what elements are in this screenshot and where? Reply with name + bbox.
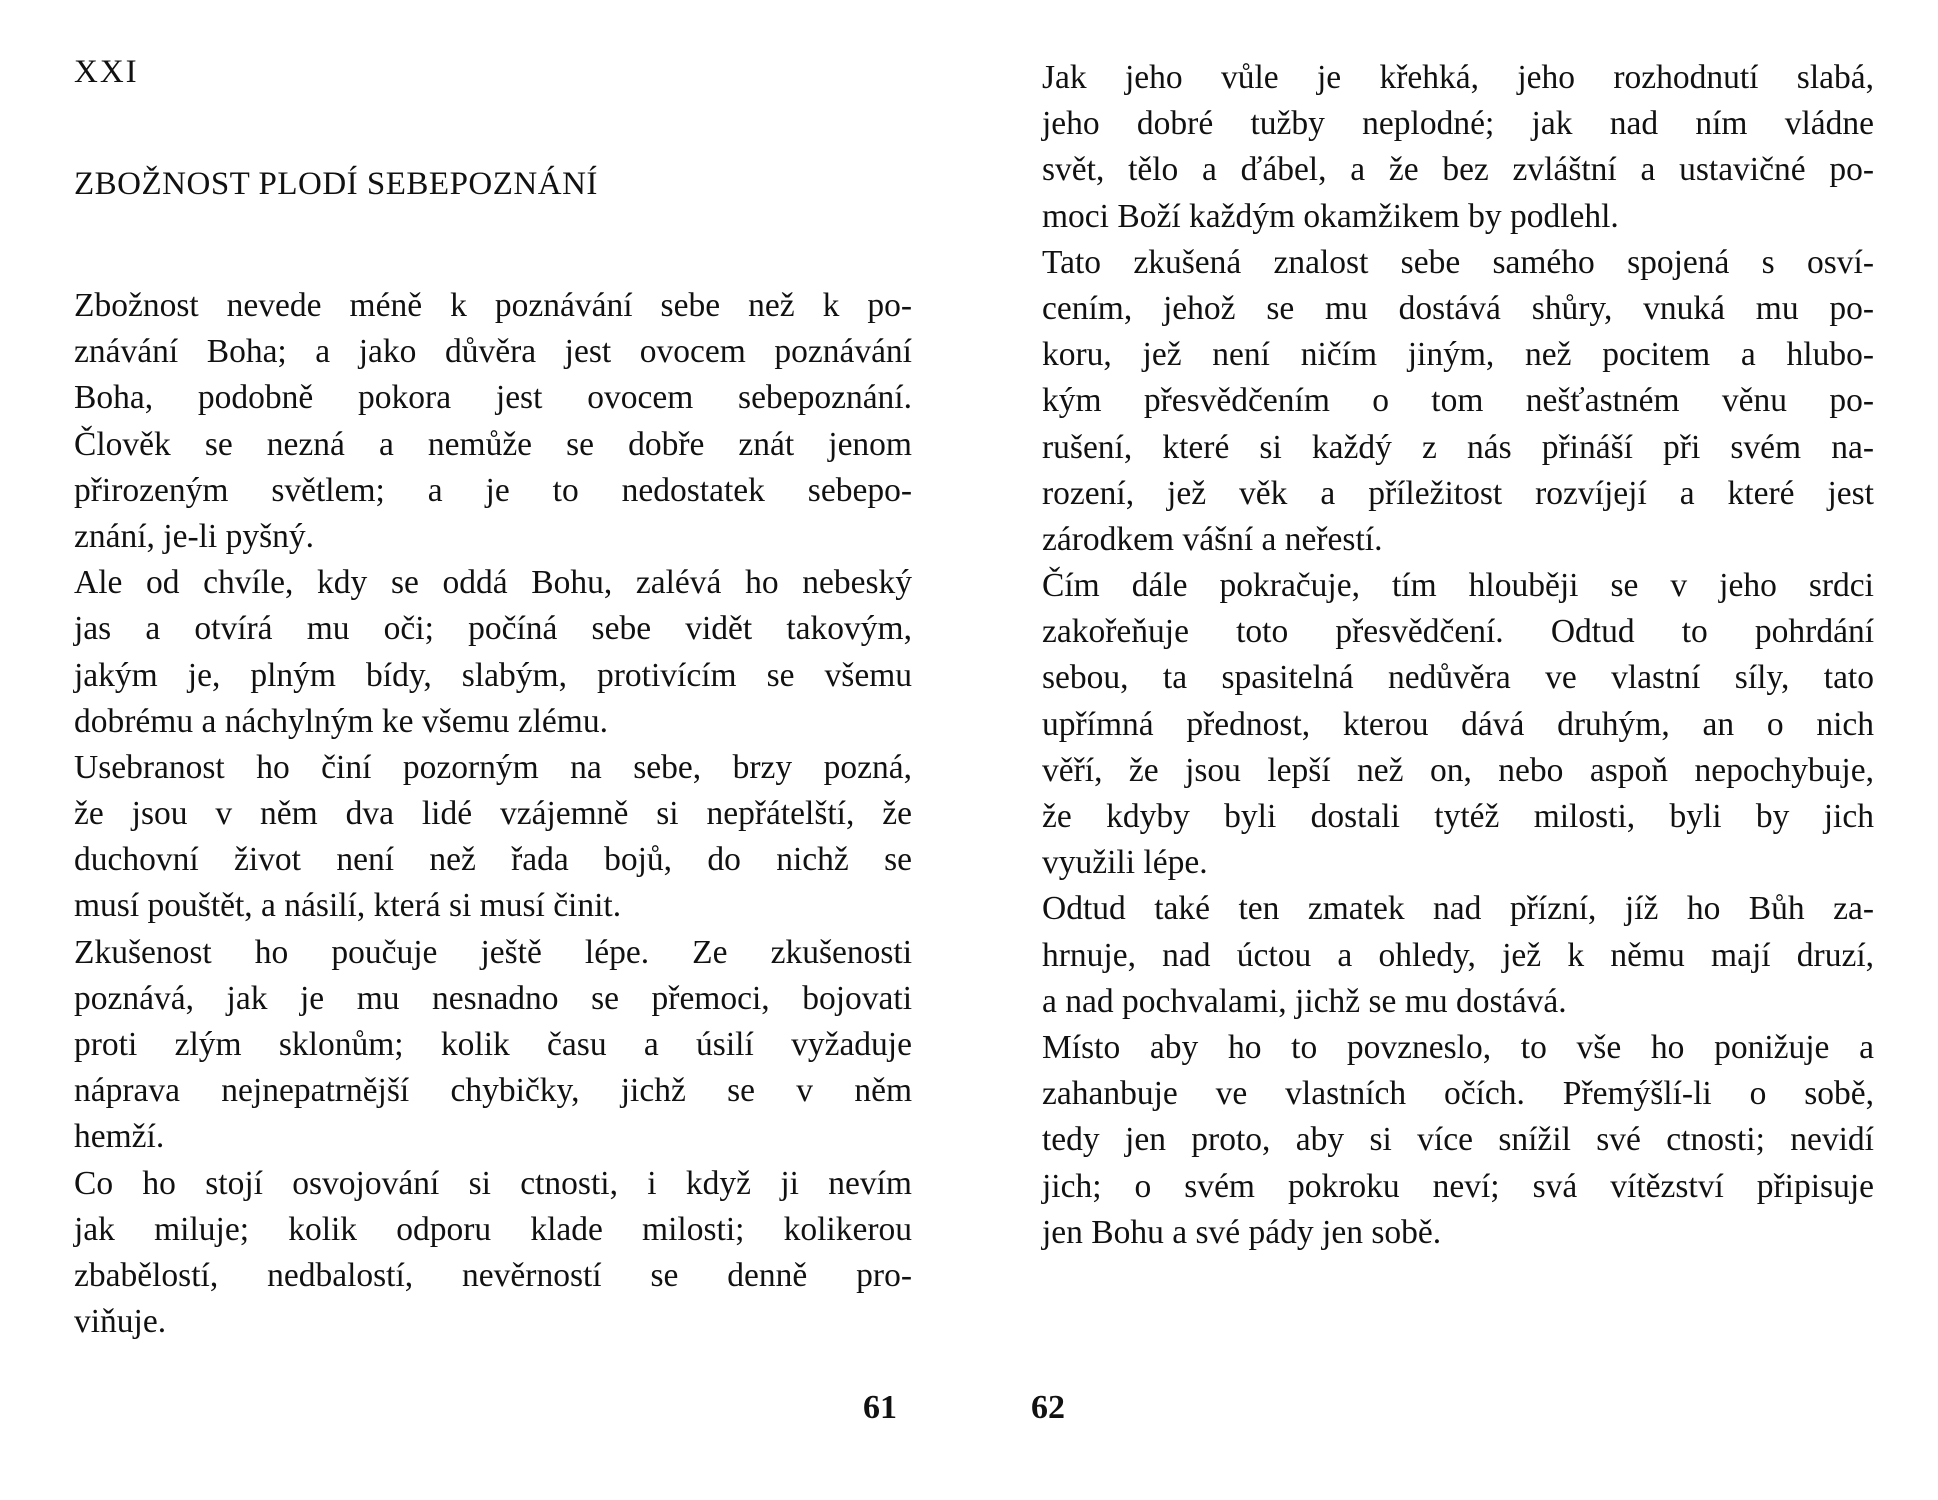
paragraph [1042, 886, 1874, 1025]
text-line: sebou, ta spasitelná nedůvěra ve vlastní síly, tato [1042, 659, 1874, 697]
text-line: rození, jež věk a příležitost rozvíjejí a které jest [1042, 474, 1874, 512]
text-line: duchovní život není než řada bojů, do nichž se [74, 841, 912, 879]
text-line: přirozeným světlem; a je to nedostatek sebepo- [74, 471, 912, 509]
text-line: jas a otvírá mu oči; počíná sebe vidět takovým, [74, 610, 912, 648]
text-line: viňuje. [74, 1303, 167, 1341]
text-line: a nad pochvalami, jichž se mu dostává. [1042, 982, 1567, 1020]
text-line: zakořeňuje toto přesvědčení. Odtud to pohrdání [1042, 613, 1874, 651]
text-line: tedy jen proto, aby si více snížil své ctnosti; nevidí [1042, 1121, 1874, 1159]
chapter-number: XXI [74, 54, 139, 90]
text-line: náprava nejnepatrnější chybičky, jichž se v něm [74, 1072, 912, 1110]
paragraph [1042, 55, 1874, 240]
text-line: že jsou v něm dva lidé vzájemně si nepřátelští, že [74, 795, 912, 833]
text-line: hemží. [74, 1118, 165, 1156]
text-line: kým přesvědčením o tom nešťastném věnu po- [1042, 382, 1874, 420]
chapter-title: ZBOŽNOST PLODÍ SEBEPOZNÁNÍ [74, 166, 598, 202]
text-line: Usebranost ho činí pozorným na sebe, brzy pozná, [74, 748, 912, 786]
text-line: jak miluje; kolik odporu klade milosti; kolikerou [74, 1210, 912, 1248]
text-line: věří, že jsou lepší než on, nebo aspoň nepochybuje, [1042, 751, 1874, 789]
text-line: hrnuje, nad úctou a ohledy, jež k němu mají druzí, [1042, 936, 1874, 974]
text-line: Odtud také ten zmatek nad přízní, jíž ho Bůh za- [1042, 890, 1874, 928]
text-line: jen Bohu a své pády jen sobě. [1042, 1213, 1442, 1251]
text-line: zbabělostí, nedbalostí, nevěrností se denně pro- [74, 1256, 912, 1294]
text-line: jakým je, plným bídy, slabým, protivícím se všemu [74, 656, 912, 694]
paragraph [74, 560, 912, 745]
text-line: Místo aby ho to povzneslo, to vše ho ponižuje a [1042, 1028, 1874, 1066]
text-line: Boha, podobně pokora jest ovocem sebepoznání. [74, 379, 912, 417]
text-line: Zkušenost ho poučuje ještě lépe. Ze zkušenosti [74, 933, 912, 971]
text-line: že kdyby byli dostali tytéž milosti, byli by jich [1042, 798, 1874, 835]
text-line: koru, jež není ničím jiným, než pocitem a hlubo- [1042, 336, 1874, 374]
text-line: Zbožnost nevede méně k poznávání sebe než k po- [74, 287, 912, 324]
text-line: Člověk se nezná a nemůže se dobře znát jenom [74, 425, 912, 463]
text-line: proti zlým sklonům; kolik času a úsilí vyžaduje [74, 1026, 912, 1063]
paragraph [74, 745, 912, 930]
text-line: dobrému a náchylným ke všemu zlému. [74, 702, 608, 740]
text-line: poznává, jak je mu nesnadno se přemoci, bojovati [74, 979, 912, 1017]
text-line: znávání Boha; a jako důvěra jest ovocem poznávání [74, 333, 912, 371]
paragraph [74, 1161, 912, 1346]
text-line: zahanbuje ve vlastních očích. Přemýšlí-li o sobě, [1042, 1075, 1874, 1113]
text-line: upřímná přednost, kterou dává druhým, an o nich [1042, 705, 1874, 743]
text-line: Ale od chvíle, kdy se oddá Bohu, zalévá ho nebeský [74, 564, 912, 602]
paragraph [74, 930, 912, 1161]
text-line: Co ho stojí osvojování si ctnosti, i když ji nevím [74, 1164, 912, 1202]
text-line: jeho dobré tužby neplodné; jak nad ním vládne [1042, 105, 1874, 143]
paragraph [1042, 1025, 1874, 1256]
text-line: znání, je-li pyšný. [74, 517, 315, 555]
text-line: využili lépe. [1042, 844, 1208, 882]
text-line: zárodkem vášní a neřestí. [1042, 520, 1383, 558]
text-line: svět, tělo a ďábel, a že bez zvláštní a ustavičné po- [1042, 151, 1874, 189]
right-page-body [1042, 55, 1874, 1256]
text-line: Čím dále pokračuje, tím hlouběji se v jeho srdci [1042, 567, 1874, 605]
text-line: Jak jeho vůle je křehká, jeho rozhodnutí slabá, [1042, 59, 1874, 96]
text-line: musí pouštět, a násilí, která si musí činit. [74, 887, 622, 925]
left-page-body [74, 283, 912, 1345]
text-line: cením, jehož se mu dostává shůry, vnuká mu po- [1042, 289, 1874, 327]
text-line: moci Boží každým okamžikem by podlehl. [1042, 197, 1619, 235]
paragraph [1042, 563, 1874, 886]
text-line: rušení, které si každý z nás přináší při svém na- [1042, 428, 1874, 466]
page-number-right: 62 [1031, 1389, 1065, 1426]
paragraph [74, 283, 912, 560]
page-number-left: 61 [863, 1389, 897, 1426]
paragraph [1042, 240, 1874, 563]
right-page [969, 0, 1938, 1500]
text-line: jich; o svém pokroku neví; svá vítězství připisuje [1042, 1167, 1874, 1205]
text-line: Tato zkušená znalost sebe samého spojená s osví- [1042, 243, 1874, 281]
